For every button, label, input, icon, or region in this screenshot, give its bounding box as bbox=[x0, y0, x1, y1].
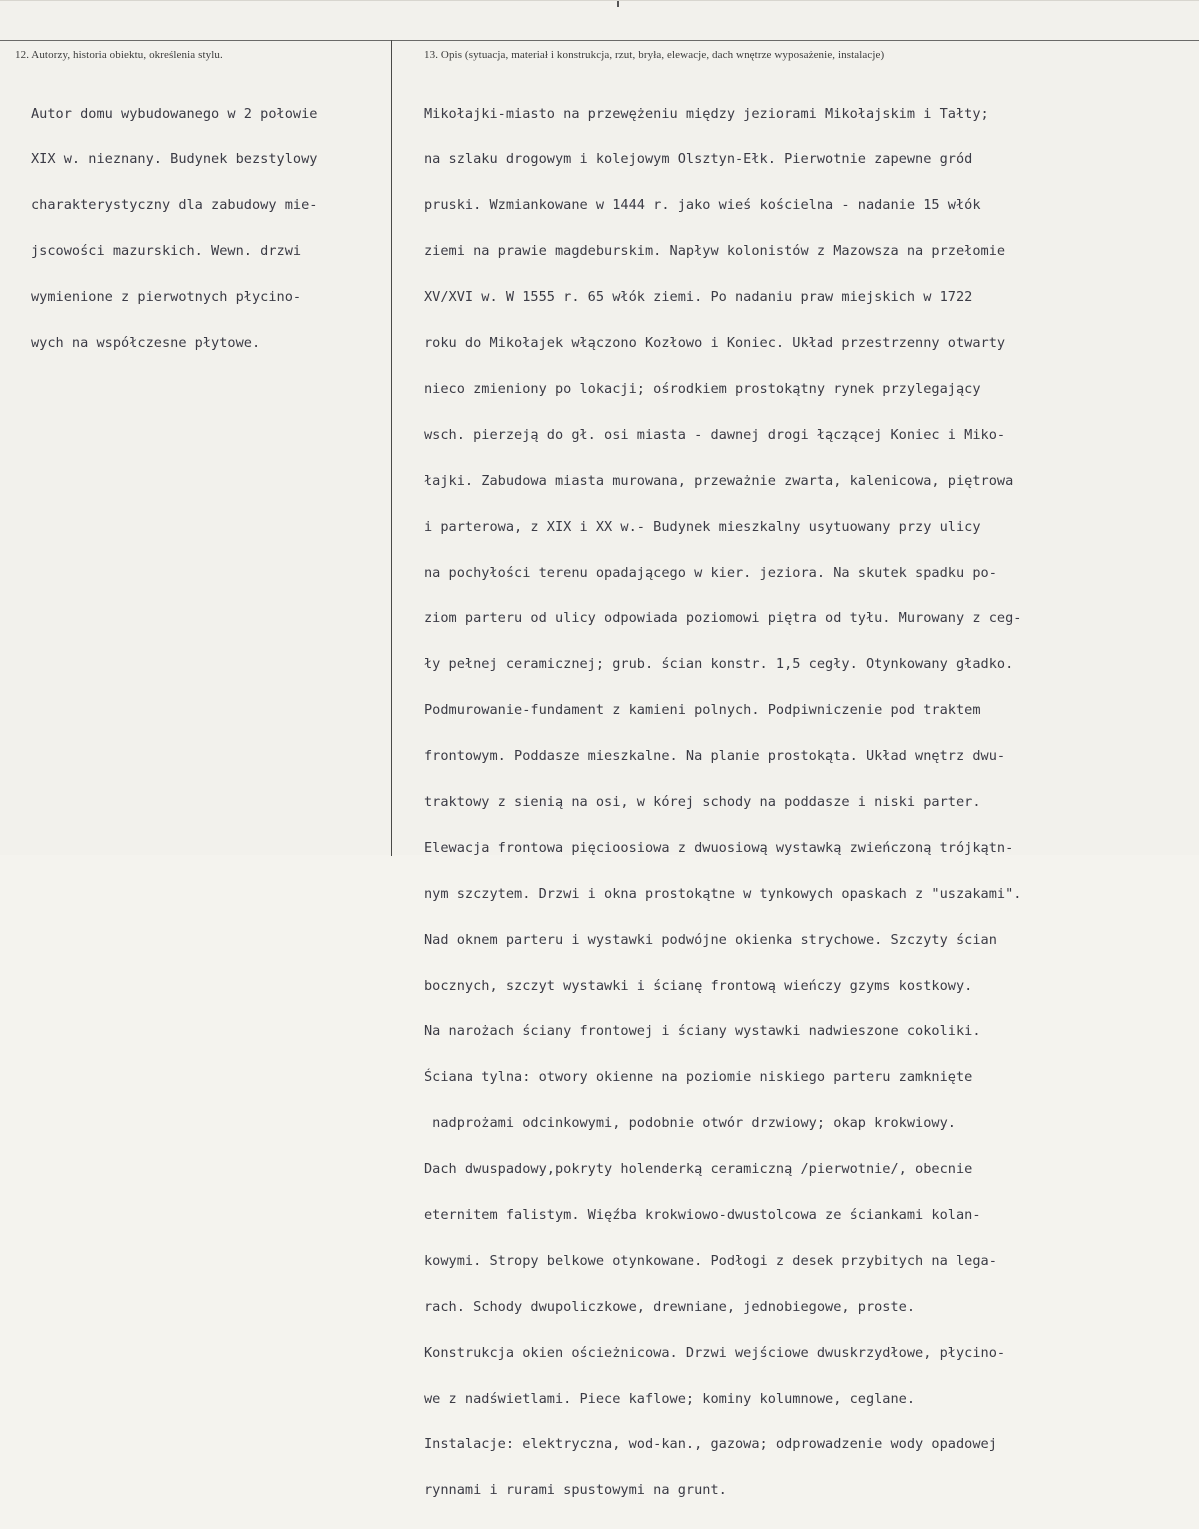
section-12-header: 12. Autorzy, historia obiektu, określenia stylu. bbox=[15, 49, 223, 61]
text-line: na szlaku drogowym i kolejowym Olsztyn-Ełk. Pierwotnie zapewne gród bbox=[424, 151, 973, 168]
text-line: Instalacje: elektryczna, wod-kan., gazowa; odprowadzenie wody opadowej bbox=[424, 1436, 997, 1453]
text-line: nym szczytem. Drzwi i okna prostokątne w tynkowych opaskach z "uszakami". bbox=[424, 885, 1022, 902]
text-line: wych na współczesne płytowe. bbox=[31, 335, 261, 352]
punch-mark bbox=[617, 1, 619, 7]
text-line: jscowości mazurskich. Wewn. drzwi bbox=[31, 243, 302, 260]
text-line: Autor domu wybudowanego w 2 połowie bbox=[31, 105, 318, 122]
text-line: rynnami i rurami spustowymi na grunt. bbox=[424, 1482, 727, 1499]
text-line: i parterowa, z XIX i XX w.- Budynek mieszkalny usytuowany przy ulicy bbox=[424, 518, 981, 535]
text-line: rach. Schody dwupoliczkowe, drewniane, jednobiegowe, proste. bbox=[424, 1298, 916, 1315]
section-13-text bbox=[424, 76, 1021, 1529]
text-line: Dach dwuspadowy,pokryty holenderką ceramiczną /pierwotnie/, obecnie bbox=[424, 1161, 973, 1178]
section-12-text bbox=[31, 76, 317, 382]
text-line: nadprożami odcinkowymi, podobnie otwór drzwiowy; okap krokwiowy. bbox=[424, 1115, 956, 1132]
text-line: bocznych, szczyt wystawki i ścianę frontową wieńczy gzyms kostkowy. bbox=[424, 977, 973, 994]
text-line: ziom parteru od ulicy odpowiada poziomowi piętra od tyłu. Murowany z ceg- bbox=[424, 610, 1022, 627]
text-line: wymienione z pierwotnych płycino- bbox=[31, 289, 302, 306]
text-line: ły pełnej ceramicznej; grub. ścian konstr. 1,5 cegły. Otynkowany gładko. bbox=[424, 656, 1014, 673]
text-line: XV/XVI w. W 1555 r. 65 włók ziemi. Po nadaniu praw miejskich w 1722 bbox=[424, 289, 973, 306]
text-line: frontowym. Poddasze mieszkalne. Na planie prostokąta. Układ wnętrz dwu- bbox=[424, 748, 1006, 765]
column-divider bbox=[391, 40, 392, 856]
text-line: Podmurowanie-fundament z kamieni polnych. Podpiwniczenie pod traktem bbox=[424, 702, 981, 719]
text-line: we z nadświetlami. Piece kaflowe; kominy kolumnowe, ceglane. bbox=[424, 1390, 916, 1407]
text-line: Na narożach ściany frontowej i ściany wystawki nadwieszone cokoliki. bbox=[424, 1023, 981, 1040]
text-line: pruski. Wzmiankowane w 1444 r. jako wieś kościelna - nadanie 15 włók bbox=[424, 197, 981, 214]
text-line: XIX w. nieznany. Budynek bezstylowy bbox=[31, 151, 318, 168]
text-line: eternitem falistym. Więźba krokwiowo-dwustolcowa ze ściankami kolan- bbox=[424, 1206, 981, 1223]
text-line: Ściana tylna: otwory okienne na poziomie niskiego parteru zamknięte bbox=[424, 1069, 973, 1086]
section-13-header: 13. Opis (sytuacja, materiał i konstrukcja, rzut, bryła, elewacje, dach wnętrze wyposażenie, instalacje) bbox=[424, 49, 885, 61]
text-line: Mikołajki-miasto na przewężeniu między jeziorami Mikołajskim i Tałty; bbox=[424, 105, 989, 122]
text-line: łajki. Zabudowa miasta murowana, przeważnie zwarta, kalenicowa, piętrowa bbox=[424, 472, 1014, 489]
text-line: kowymi. Stropy belkowe otynkowane. Podłogi z desek przybitych na lega- bbox=[424, 1252, 997, 1269]
text-line: traktowy z sienią na osi, w kórej schody na poddasze i niski parter. bbox=[424, 793, 981, 810]
text-line: charakterystyczny dla zabudowy mie- bbox=[31, 197, 318, 214]
header-divider bbox=[0, 40, 1199, 41]
text-line: nieco zmieniony po lokacji; ośrodkiem prostokątny rynek przylegający bbox=[424, 380, 981, 397]
text-line: Nad oknem parteru i wystawki podwójne okienka strychowe. Szczyty ścian bbox=[424, 931, 997, 948]
text-line: wsch. pierzeją do gł. osi miasta - dawnej drogi łączącej Koniec i Miko- bbox=[424, 426, 1006, 443]
text-line: ziemi na prawie magdeburskim. Napływ kolonistów z Mazowsza na przełomie bbox=[424, 243, 1006, 260]
text-line: roku do Mikołajek włączono Kozłowo i Koniec. Układ przestrzenny otwarty bbox=[424, 335, 1006, 352]
text-line: Elewacja frontowa pięcioosiowa z dwuosiową wystawką zwieńczoną trójkątn- bbox=[424, 839, 1014, 856]
text-line: na pochyłości terenu opadającego w kier. jeziora. Na skutek spadku po- bbox=[424, 564, 997, 581]
text-line: Konstrukcja okien ościeżnicowa. Drzwi wejściowe dwuskrzydłowe, płycino- bbox=[424, 1344, 1006, 1361]
